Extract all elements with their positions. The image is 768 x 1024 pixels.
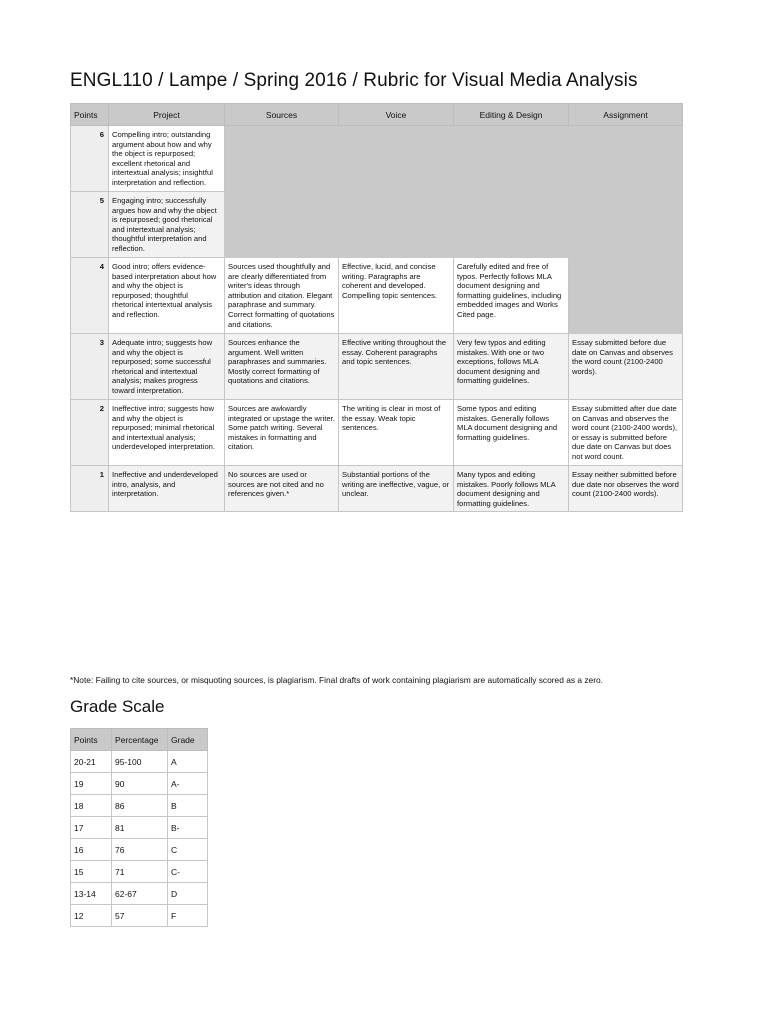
column-header-grade: Grade — [168, 729, 208, 751]
rubric-row-1 — [71, 466, 683, 512]
editing-design-cell: Many typos and editing mistakes. Poorly follows MLA document designing and formatting guidelines. — [454, 466, 569, 512]
points-cell: 3 — [71, 334, 109, 400]
points-cell: 19 — [71, 773, 112, 795]
assignment-cell: Essay submitted before due date on Canvas and observes the word count (2100-2400 words). — [569, 334, 683, 400]
sources-cell: No sources are used or sources are not cited and no references given.* — [225, 466, 339, 512]
points-cell: 1 — [71, 466, 109, 512]
assignment-cell: Essay neither submitted before due date nor observes the word count (2100-2400 words). — [569, 466, 683, 512]
column-header-percentage: Percentage — [112, 729, 168, 751]
project-cell: Ineffective intro; suggests how and why the object is repurposed; minimal rhetorical and intertextual analysis; underdeveloped interpretation. — [109, 400, 225, 466]
percentage-cell: 71 — [112, 861, 168, 883]
column-header-project: Project — [109, 104, 225, 126]
percentage-cell: 62-67 — [112, 883, 168, 905]
voice-cell: Effective, lucid, and concise writing. Paragraphs are coherent and developed. Compelling topic sentences. — [339, 258, 454, 334]
rubric-row-4 — [71, 258, 683, 334]
table-row — [71, 905, 208, 927]
percentage-cell: 57 — [112, 905, 168, 927]
table-row — [71, 773, 208, 795]
column-header-voice: Voice — [339, 104, 454, 126]
grade-cell: A- — [168, 773, 208, 795]
rubric-row-2 — [71, 400, 683, 466]
table-row — [71, 839, 208, 861]
grade-cell: C- — [168, 861, 208, 883]
project-cell: Good intro; offers evidence-based interpretation about how and why the object is repurposed; thoughtful rhetorical intertextual analysis and reflection. — [109, 258, 225, 334]
table-row — [71, 861, 208, 883]
points-cell: 18 — [71, 795, 112, 817]
editing-design-cell: Some typos and editing mistakes. Generally follows MLA document designing and formatting guidelines. — [454, 400, 569, 466]
column-header-assignment: Assignment — [569, 104, 683, 126]
grade-scale-title: Grade Scale — [70, 697, 165, 716]
column-header-sources: Sources — [225, 104, 339, 126]
points-cell: 2 — [71, 400, 109, 466]
column-header-editing-design: Editing & Design — [454, 104, 569, 126]
voice-cell: Effective writing throughout the essay. Coherent paragraphs and topic sentences. — [339, 334, 454, 400]
table-row — [71, 817, 208, 839]
grade-cell: D — [168, 883, 208, 905]
editing-design-cell: Very few typos and editing mistakes. With one or two exceptions, follows MLA document designing and formatting guidelines. — [454, 334, 569, 400]
sources-cell: Sources enhance the argument. Well written paraphrases and summaries. Mostly correct formatting of quotations and citations. — [225, 334, 339, 400]
rubric-row-3 — [71, 334, 683, 400]
points-cell: 5 — [71, 192, 109, 258]
plagiarism-note: *Note: Failing to cite sources, or misquoting sources, is plagiarism. Final drafts of work containing plagiarism are automatically scored as a zero. — [70, 675, 603, 685]
rubric-table — [70, 103, 683, 512]
percentage-cell: 76 — [112, 839, 168, 861]
points-cell: 20-21 — [71, 751, 112, 773]
grade-cell: B- — [168, 817, 208, 839]
rubric-row-6 — [71, 126, 683, 192]
grade-scale-table — [70, 728, 208, 927]
percentage-cell: 95-100 — [112, 751, 168, 773]
table-row — [71, 795, 208, 817]
points-cell: 16 — [71, 839, 112, 861]
column-header-points: Points — [71, 729, 112, 751]
empty-cell — [225, 126, 683, 258]
column-header-points: Points — [71, 104, 109, 126]
sources-cell: Sources used thoughtfully and are clearly differentiated from writer's ideas through attribution and citation. Elegant paraphrase and summary. Correct formatting of quotations and citations. — [225, 258, 339, 334]
percentage-cell: 86 — [112, 795, 168, 817]
percentage-cell: 90 — [112, 773, 168, 795]
points-cell: 15 — [71, 861, 112, 883]
page-title: ENGL110 / Lampe / Spring 2016 / Rubric for Visual Media Analysis — [70, 70, 638, 91]
points-cell: 4 — [71, 258, 109, 334]
sources-cell: Sources are awkwardly integrated or upstage the writer. Some patch writing. Several mistakes in formatting and citation. — [225, 400, 339, 466]
project-cell: Engaging intro; successfully argues how and why the object is repurposed; good rhetorical and intertextual analysis; thoughtful interpretation and reflection. — [109, 192, 225, 258]
grade-cell: A — [168, 751, 208, 773]
voice-cell: Substantial portions of the writing are ineffective, vague, or unclear. — [339, 466, 454, 512]
project-cell: Adequate intro; suggests how and why the object is repurposed; some successful rhetorical and intertextual analysis; makes progress toward interpretation. — [109, 334, 225, 400]
points-cell: 6 — [71, 126, 109, 192]
empty-cell — [569, 258, 683, 334]
points-cell: 12 — [71, 905, 112, 927]
percentage-cell: 81 — [112, 817, 168, 839]
voice-cell: The writing is clear in most of the essay. Weak topic sentences. — [339, 400, 454, 466]
grade-scale-header-row — [71, 729, 208, 751]
grade-cell: C — [168, 839, 208, 861]
table-row — [71, 751, 208, 773]
project-cell: Compelling intro; outstanding argument about how and why the object is repurposed; excellent rhetorical and intertextual analysis; insightful interpretation and reflection. — [109, 126, 225, 192]
assignment-cell: Essay submitted after due date on Canvas and observes the word count (2100-2400 words), or essay is submitted before due date on Canvas but does not word count. — [569, 400, 683, 466]
points-cell: 13-14 — [71, 883, 112, 905]
grade-cell: F — [168, 905, 208, 927]
table-row — [71, 883, 208, 905]
points-cell: 17 — [71, 817, 112, 839]
project-cell: Ineffective and underdeveloped intro, analysis, and interpretation. — [109, 466, 225, 512]
grade-cell: B — [168, 795, 208, 817]
rubric-header-row — [71, 104, 683, 126]
editing-design-cell: Carefully edited and free of typos. Perfectly follows MLA document designing and formatting guidelines, including embedded images and Works Cited page. — [454, 258, 569, 334]
